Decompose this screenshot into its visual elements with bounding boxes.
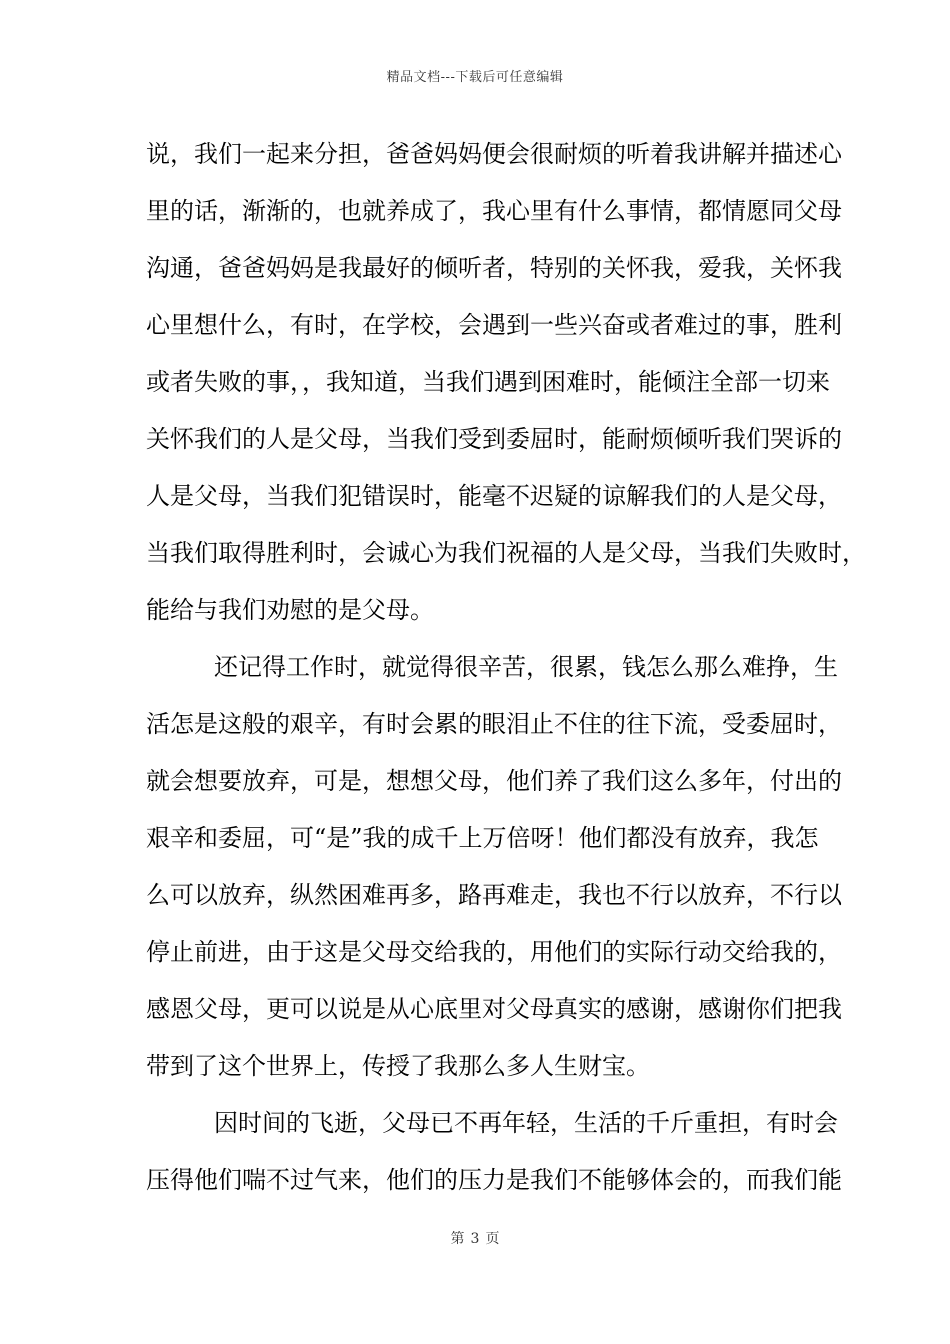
text-line: 人是父母，当我们犯错误时，能毫不迟疑的谅解我们的人是父母，	[146, 482, 842, 510]
text-line: 里的话，渐渐的，也就养成了，我心里有什么事情，都情愿同父母	[146, 197, 842, 225]
text-line: 艰辛和委屈，可“是”我的成千上万倍呀！他们都没有放弃，我怎	[146, 824, 819, 852]
page-header: 精品文档---下载后可任意编辑	[386, 70, 564, 85]
page-number-suffix: 页	[485, 1231, 500, 1247]
text-line: 停止前进，由于这是父母交给我的，用他们的实际行动交给我的，	[146, 938, 842, 966]
text-line: 能给与我们劝慰的是父母。	[146, 596, 434, 624]
text-line: 压得他们喘不过气来，他们的压力是我们不能够体会的，而我们能	[146, 1166, 842, 1194]
paragraph-first-line: 还记得工作时，就觉得很辛苦，很累，钱怎么那么难挣，生	[214, 653, 838, 681]
text-line: 关怀我们的人是父母，当我们受到委屈时，能耐烦倾听我们哭诉的	[146, 425, 842, 453]
paragraph-first-line: 因时间的飞逝，父母已不再年轻，生活的千斤重担，有时会	[214, 1109, 838, 1137]
text-line: 就会想要放弃，可是，想想父母，他们养了我们这么多年，付出的	[146, 767, 842, 795]
page-number: 3	[470, 1231, 480, 1247]
page-number-prefix: 第	[450, 1231, 465, 1247]
text-line: 么可以放弃，纵然困难再多，路再难走，我也不行以放弃，不行以	[146, 881, 842, 909]
document-body	[146, 126, 866, 1209]
text-line: 带到了这个世界上，传授了我那么多人生财宝。	[146, 1052, 650, 1080]
text-line: 感恩父母，更可以说是从心底里对父母真实的感谢，感谢你们把我	[146, 995, 842, 1023]
text-line: 或者失败的事，，我知道，当我们遇到困难时，能倾注全部一切来	[146, 368, 830, 396]
text-line: 沟通，爸爸妈妈是我最好的倾听者，特别的关怀我，爱我，关怀我	[146, 254, 842, 282]
text-line: 说，我们一起来分担，爸爸妈妈便会很耐烦的听着我讲解并描述心	[146, 140, 842, 168]
page-footer	[0, 1228, 950, 1248]
text-line: 当我们取得胜利时，会诚心为我们祝福的人是父母，当我们失败时，	[146, 539, 866, 567]
text-line: 活怎是这般的艰辛，有时会累的眼泪止不住的往下流，受委屈时，	[146, 710, 842, 738]
text-line: 心里想什么，有时，在学校，会遇到一些兴奋或者难过的事，胜利	[146, 311, 842, 339]
